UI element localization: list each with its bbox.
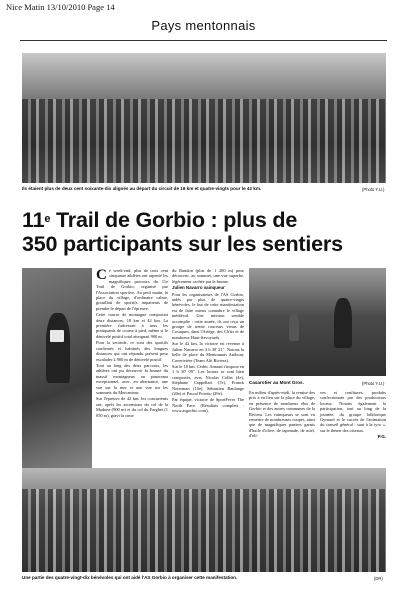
col2-subheading: Julien Navarro vainqueur (172, 285, 225, 291)
article-column-3 (249, 390, 315, 440)
title-line1: Trail de Gorbio : plus de (50, 208, 298, 232)
col2-paragraph: Pour les organisateurs de l'AS Gorbio, aidés par plus de quatre-vingts bénévoles, le but de cette manifestation est de faire mieux connaître le village médiéval. Une mission semble accomplie : cette année, ils ont reçu un groupe de trente coureurs venus de Cosaques, dans l'Ariège, des Ch'tis et de nombreux Haut-Savoyards. (172, 291, 244, 340)
top-photo-sky (22, 53, 386, 99)
section-title: Pays mentonnais (151, 18, 256, 33)
runner-figure (46, 313, 70, 383)
title-superscript: e (44, 213, 51, 225)
top-photo-crowd (22, 99, 386, 184)
col1-paragraph: Sur l'épreuve de 42 km, les concurrents ont, après les ascensions du col de la Madone (900 m) et du col du Farghet (1 050 m), gravi la cime (96, 396, 168, 418)
volunteers-photo-caption: Une partie des quatre-vingt-dix bénévoles qui ont aidé l'AS Gorbio à organiser cette manifestation. (22, 575, 238, 580)
race-photo-credit: (Photo Y.U.) (362, 381, 385, 386)
publication-header: Nice Matin 13/10/2010 Page 14 (6, 2, 115, 12)
article-column-4 (320, 390, 386, 441)
runner-bib (50, 330, 64, 342)
article-column-1 (96, 268, 168, 419)
volunteers-photo (22, 468, 386, 572)
col2-paragraph: du Baudon (plus de 1 200 m) pour découvrir, au sommet, une vue superbe, légèrement cachée par la brume. (172, 268, 244, 284)
col2-paragraph: Sur le 42 km, la victoire est revenue à Julien Navarro en 3 h 30' 21". Notons la belle 4e place du Mentonnais Anthony Caverivière (Team Alti Riviera). (172, 341, 244, 363)
col4-paragraph: ves et confitures, produits confectionnés par des producteurs locaux. Notons également la participation, tout au long de la journée, du groupe folklorique Gyrnard et le succès de l'animation du conseil général : saut à la tyro », sur le thème des oiseaux. (320, 390, 386, 433)
col1-paragraph: Pour la seconde, ce sont des sportifs confirmés et habitués des longues distances qui ont répondu présent pour escalader 2 900 m de dénivelé positif. (96, 340, 168, 362)
runner-photo (22, 268, 92, 473)
section-divider (20, 40, 387, 41)
col2-paragraph: Par équipe, victoire de SportFever The North Face. (Résultats complets : www.asgorbio.com). (172, 397, 244, 414)
top-photo-credit: (Photo Y.U.) (362, 187, 385, 192)
top-photo-caption: Ils étaient plus de deux cent soixante-dix alignés au départ du circuit de 18 km et quatre-vingts pour le 42 km. (22, 186, 262, 191)
race-runner-figure (289, 313, 299, 341)
title-line2: 350 participants sur les sentiers (22, 232, 343, 256)
race-photo (249, 268, 386, 376)
col3-paragraph: En milieu d'après-midi, la remise des prix a eu lieu sur la place du village, en présence de nombreux élus de Gorbio et des autres communes de la Riviera. Les vainqueurs se sont vu remettre de nombreuses coupes, ainsi que de magnifiques paniers garnis d'huile d'olive, de tapenade, de miel, d'oli- (249, 390, 315, 439)
col1-paragraph: Cette course de montagne comportait deux distances, 18 km et 42 km. La première s'adressait à tous les pratiquants de course à pied, même si le dénivelé positif total atteignait 900 m. (96, 312, 168, 339)
top-photo (22, 53, 386, 183)
article-title (22, 208, 392, 256)
race-runner-figure (334, 298, 352, 348)
col2-paragraph: Sur le 18 km, Cédric Arnaud s'impose en 1 h 30' 09". Les locaux se sont bien comportés, avec Nicolas Collet (4e), Stéphane Cappellari (7e), Franck Noterman (10e), Sébastien Baulange (20e) et Pascal Poretto (29e). (172, 363, 245, 396)
col1-paragraph: Tout au long des deux parcours, les athlètes ont pu découvrir la beauté du massif montagneux au panorama exceptionnel, avec, en alternance, une vue sur la mer et une vue sur les sommets du Mercantour. (96, 362, 168, 395)
article-column-2 (172, 268, 244, 415)
article-signature: P.G. (377, 434, 386, 440)
volunteers-photo-credit: (DR) (374, 576, 383, 581)
col1-paragraph: Ce week-end, plus de trois cent cinquante athlètes ont arpenté les magnifiques parcours du 11e Trail de Gorbio, organisé par l'Association sportive. Au petit matin, la place du village, d'ordinaire calme, grouillait de sportifs impatients de prendre le départ de l'épreuve. (96, 267, 168, 311)
title-number: 11 (22, 208, 45, 232)
drop-cap: C (96, 267, 107, 283)
volunteers-group (22, 489, 386, 572)
race-photo-caption: Casarotier au Mont Gros. (249, 380, 304, 385)
